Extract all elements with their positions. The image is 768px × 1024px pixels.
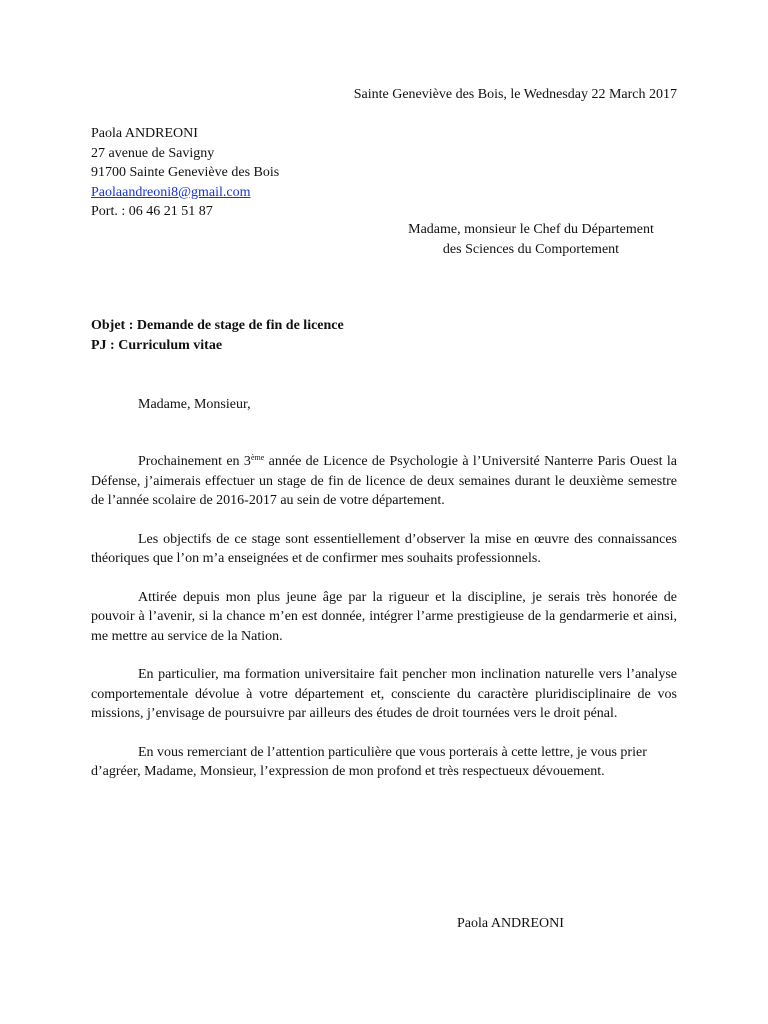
subject-object: Objet : Demande de stage de fin de licence: [91, 318, 344, 333]
paragraph-1: Prochainement en 3ème année de Licence de Psychologie à l’Université Nanterre Paris Ouest la Défense, j’aimerais effectuer un stage de fin de licence de deux semaines durant le deuxième semestre de l’année scolaire de 2016-2017 au sein de votre département.: [91, 453, 677, 508]
date-line: Sainte Geneviève des Bois, le Wednesday 22 March 2017: [353, 87, 677, 102]
paragraph-3: Attirée depuis mon plus jeune âge par la rigueur et la discipline, je serais très honorée de pouvoir à l’avenir, si la chance m’en est donnée, intégrer l’arme prestigieuse de la gendarmerie et ainsi, me mettre au service de la Nation.: [91, 589, 677, 644]
sender-name: Paola ANDREONI: [91, 126, 198, 141]
paragraph-5: En vous remerciant de l’attention particulière que vous porterais à cette lettre, je vous prier d’agréer, Madame, Monsieur, l’expression de mon profond et très respectueux dévouement.: [91, 744, 647, 779]
paragraph-2: Les objectifs de ce stage sont essentiellement d’observer la mise en œuvre des connaissances théoriques que l’on m’a enseignées et de confirmer mes souhaits professionnels.: [91, 531, 677, 566]
subject-block: [91, 316, 344, 355]
sender-block: [91, 124, 279, 222]
recipient-block: [390, 220, 672, 259]
sender-city: 91700 Sainte Geneviève des Bois: [91, 165, 280, 180]
sender-email-link[interactable]: Paolaandreoni8@gmail.com: [91, 184, 251, 200]
letter-body: [91, 452, 677, 801]
sender-phone: Port. : 06 46 21 51 87: [91, 204, 213, 219]
sender-street: 27 avenue de Savigny: [91, 145, 215, 161]
signature-name: Paola ANDREONI: [457, 916, 564, 931]
superscript-ordinal: ème: [250, 453, 265, 462]
recipient-line-1: Madame, monsieur le Chef du Département: [408, 222, 654, 237]
salutation: Madame, Monsieur,: [138, 397, 251, 412]
subject-attachment: PJ : Curriculum vitae: [91, 337, 223, 353]
paragraph-4: En particulier, ma formation universitaire fait pencher mon inclination naturelle vers l’analyse comportementale dévolue à votre département et, consciente du caractère pluridisciplinaire de vos missions, j’envisage de poursuivre par ailleurs des études de droit tournées vers le droit pénal.: [91, 667, 677, 721]
recipient-line-2: des Sciences du Comportement: [442, 241, 620, 257]
